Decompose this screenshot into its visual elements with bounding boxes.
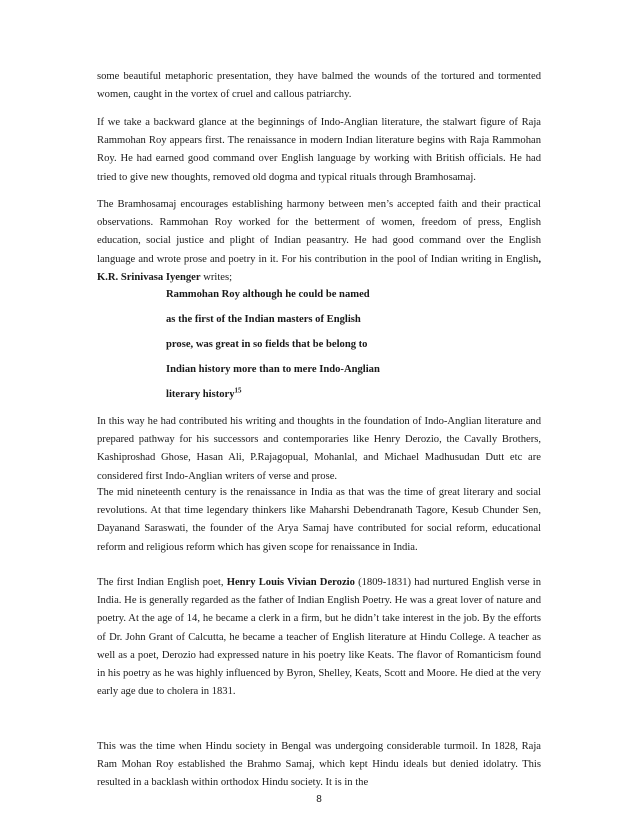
- paragraph-3-end: writes;: [200, 271, 233, 283]
- author-name: , K.R. Srinivasa Iyenger: [97, 253, 541, 283]
- quote-line-5-text: literary history: [166, 389, 235, 400]
- paragraph-7: This was the time when Hindu society in Bengal was undergoing considerable turmoil. In 1828, Raja Ram Mohan Roy established the Brahmo Samaj, which kept Hindu ideals but denied idolatry. This resulted in a backlash within orthodox Hindu society. It is in the: [97, 741, 541, 789]
- quote-line-3: prose, was great in so fields that be belong to: [166, 339, 368, 350]
- quote-line-4: Indian history more than to mere Indo-Anglian: [166, 364, 380, 375]
- paragraph-6-rest: (1809-1831) had nurtured English verse in India. He is generally regarded as the father of Indian English Poetry. He was a great lover of nature and poetry. At the age of 14, he became a clerk in a firm, but he didn’t take interest in the job. By the efforts of Dr. John Grant of Calcutta, he became a teacher of English literature at Hindu College. A teacher as well as a poet, Derozio had expressed nature in his poetry like Keats. The flavor of Romanticism found in his poetry as he was highly influenced by Byron, Shelley, Keats, Scott and Moore. He died at the very early age due to cholera in 1831.: [97, 577, 542, 698]
- quote-line-5: [166, 388, 496, 402]
- paragraph-4: In this way he had contributed his writing and thoughts in the foundation of Indo-Anglian literature and prepared pathway for his successors and contemporaries like Henry Derozio, the Cavally Brothers, Kashiproshad Ghose, Hasan Ali, P.Rajagopual, Mohanlal, and Michael Madhusudan Dutt etc are considered first Indo-Anglian writers of verse and prose.: [97, 416, 541, 482]
- paragraph-6: [97, 574, 541, 701]
- paragraph-3: [97, 196, 541, 287]
- paragraph-6-start: The first Indian English poet,: [97, 577, 227, 588]
- quote-line-2: as the first of the Indian masters of English: [166, 314, 361, 325]
- paragraph-1: some beautiful metaphoric presentation, they have balmed the wounds of the tortured and tormented women, caught in the vortex of cruel and callous patriarchy.: [97, 71, 541, 101]
- paragraph-3-text: The Bramhosamaj encourages establishing harmony between men’s accepted faith and their practical observations. Rammohan Roy worked for the betterment of women, freedom of press, English education, social justice and plight of Indian peasantry. He had good command over the English language and wrote prose and poetry in it. For his contribution in the pool of Indian writing in English: [97, 199, 541, 265]
- quote-line-1: Rammohan Roy although he could be named: [166, 289, 370, 300]
- poet-name: Henry Louis Vivian Derozio: [226, 577, 355, 588]
- page-number: 8: [316, 794, 322, 805]
- paragraph-5: The mid nineteenth century is the renaissance in India as that was the time of great literary and social revolutions. At that time legendary thinkers like Maharshi Debendranath Tagore, Kesub Chunder Sen, Dayanand Saraswati, the founder of the Arya Samaj have contributed for social reform, educational reform and religious reform which has given scope for renaissance in India.: [97, 487, 541, 553]
- footnote-marker[interactable]: 15: [234, 386, 242, 395]
- paragraph-2: If we take a backward glance at the beginnings of Indo-Anglian literature, the stalwart figure of Raja Rammohan Roy appears first. The renaissance in modern Indian literature begins with Raja Rammohan Roy. He had earned good command over English language by working with British officials. He had tried to give new thoughts, removed old dogma and typical rituals through Bramhosamaj.: [97, 117, 541, 183]
